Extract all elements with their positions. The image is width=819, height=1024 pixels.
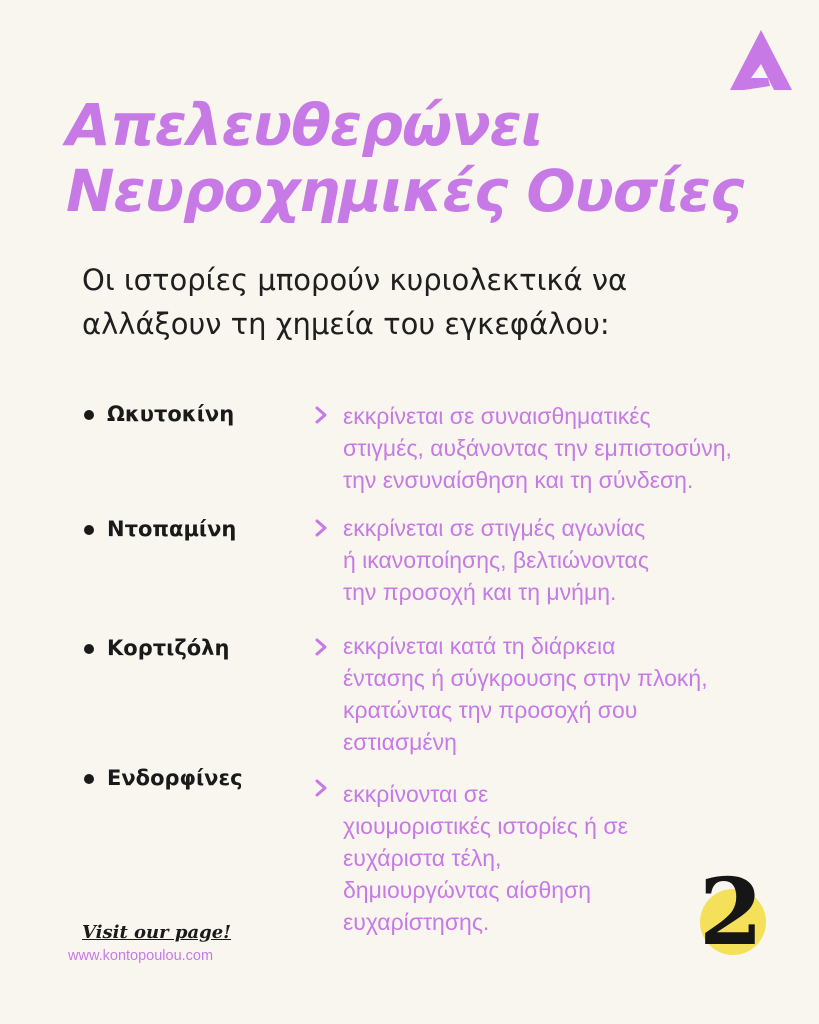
item-description: εκκρίνεται σε στιγμές αγωνίας ή ικανοποίησης, βελτιώνοντας την προσοχή και τη μνήμη. — [343, 515, 649, 605]
bullet-dot-icon — [84, 774, 94, 784]
bullet-dot-icon — [84, 644, 94, 654]
item-description: εκκρίνεται κατά τη διάρκεια έντασης ή σύγκρουσης στην πλοκή, κρατώντας την προσοχή σου εστιασμένη — [343, 633, 708, 755]
title-line-2: Νευροχημικές Ουσίες — [66, 157, 744, 225]
item-description: εκκρίνονται σε χιουμοριστικές ιστορίες ή σε ευχάριστα τέλη, δημιουργώντας αίσθηση ευχαρίστησης. — [343, 781, 628, 935]
chevron-right-icon — [314, 405, 328, 425]
subtitle-line-1: Οι ιστορίες μπορούν κυριολεκτικά να — [82, 263, 628, 297]
chevron-right-icon — [314, 637, 328, 657]
item-description: εκκρίνεται σε συναισθηματικές στιγμές, αυξάνοντας την εμπιστοσύνη, την ενσυναίσθηση και τη σύνδεση. — [343, 403, 732, 493]
page-number: 2 — [698, 858, 763, 966]
brand-logo-icon — [730, 30, 792, 90]
item-term: Ντοπαμίνη — [107, 517, 237, 541]
chevron-right-icon — [314, 518, 328, 538]
page-title — [66, 92, 786, 224]
bullet-dot-icon — [84, 525, 94, 535]
bullet-dot-icon — [84, 410, 94, 420]
subtitle — [82, 258, 782, 346]
subtitle-line-2: αλλάξουν τη χημεία του εγκεφάλου: — [82, 307, 610, 341]
item-term: Ωκυτοκίνη — [107, 402, 235, 426]
visit-page-link[interactable]: Visit our page! — [82, 922, 232, 943]
website-url-link[interactable]: www.kontopoulou.com — [68, 948, 214, 964]
item-term: Ενδορφίνες — [107, 766, 243, 790]
chevron-right-icon — [314, 778, 328, 798]
item-term: Κορτιζόλη — [107, 636, 230, 660]
page-number-badge — [688, 858, 774, 967]
title-line-1: Απελευθερώνει — [66, 91, 543, 159]
